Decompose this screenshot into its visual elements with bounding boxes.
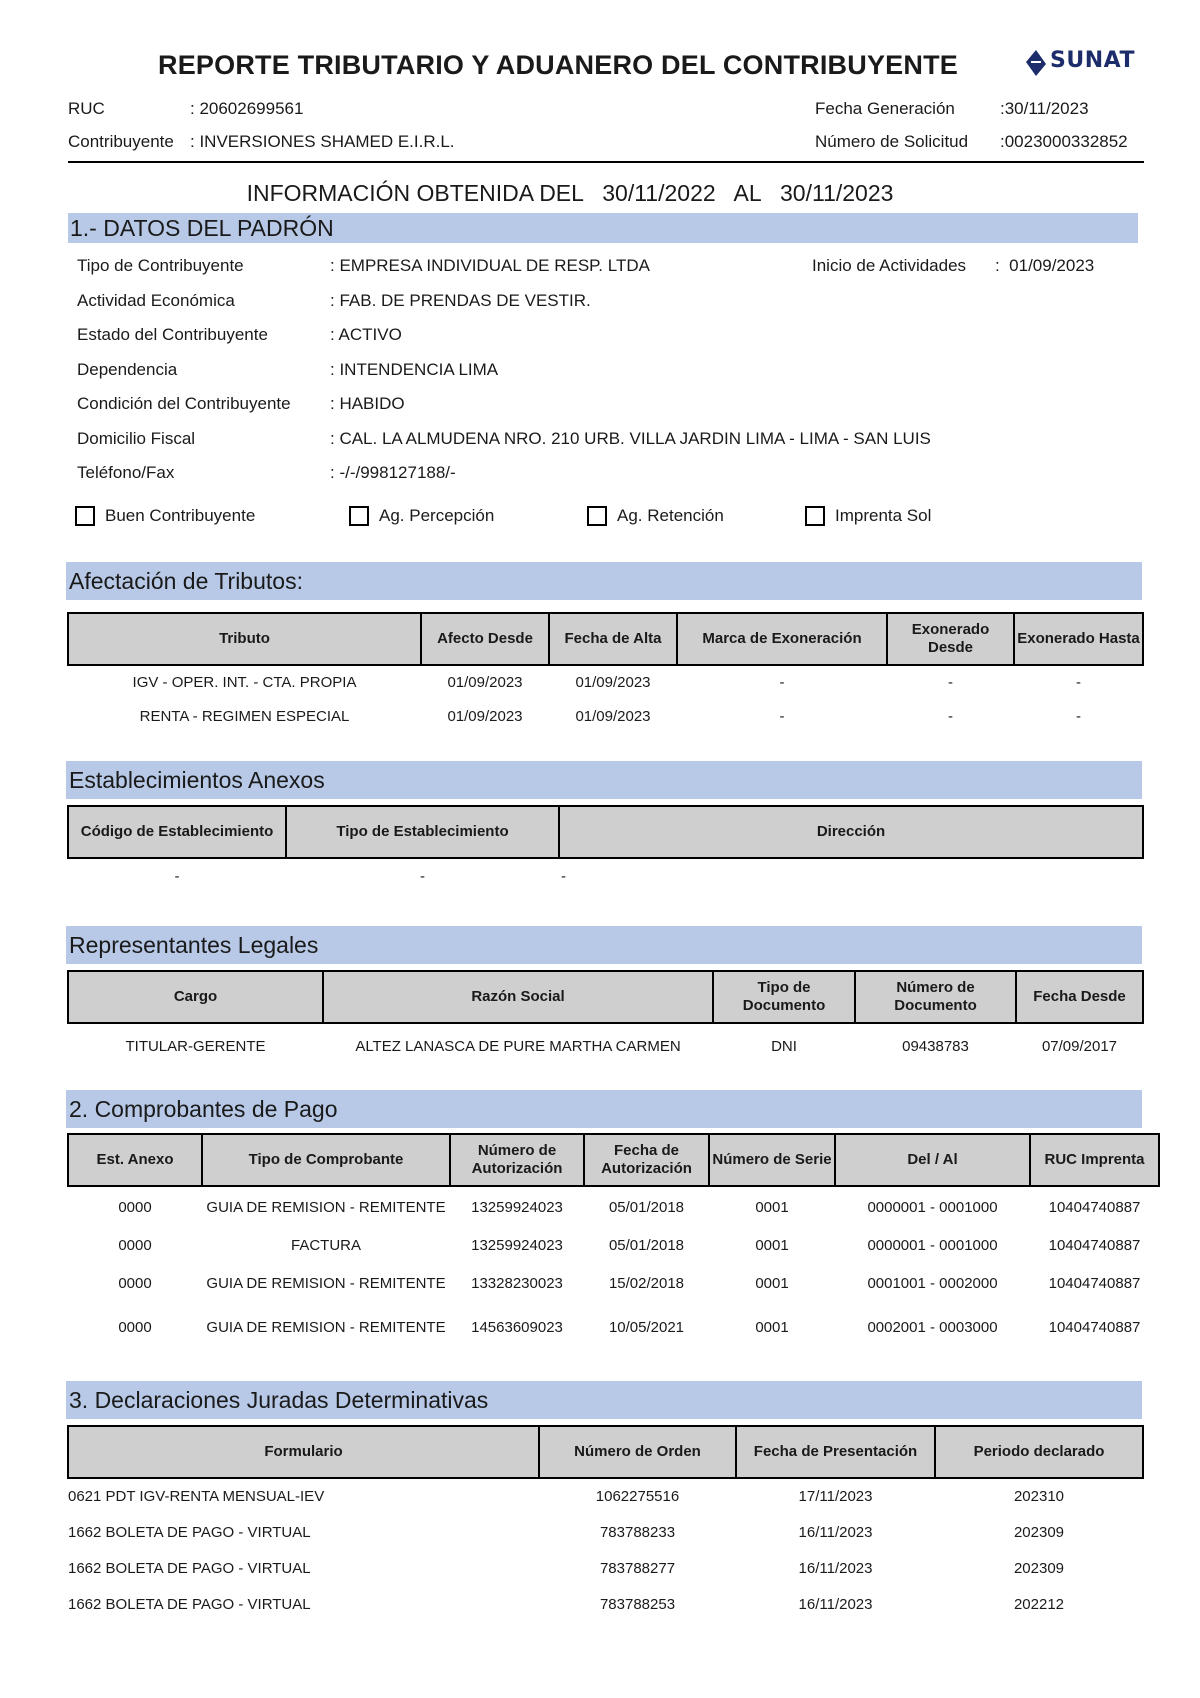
column-header: Est. Anexo: [68, 1134, 202, 1186]
table-cell: 01/09/2023: [447, 708, 523, 725]
table-cell: -: [779, 708, 785, 725]
representantes-table: [67, 970, 1144, 1070]
table-cell: 14563609023: [471, 1319, 563, 1336]
padron-field-value: : HABIDO: [330, 394, 405, 413]
column-header: Razón Social: [323, 971, 713, 1023]
padron-field-label: Tipo de Contribuyente: [77, 256, 244, 275]
checkbox-label: Ag. Percepción: [379, 506, 495, 525]
padron-field-label: Condición del Contribuyente: [77, 394, 291, 413]
table-cell: 0002001 - 0003000: [867, 1319, 998, 1336]
padron-field-value: : -/-/998127188/-: [330, 463, 456, 482]
table-row: [68, 1305, 1159, 1351]
table-cell: 202310: [1013, 1488, 1065, 1505]
table-row: [68, 1551, 1143, 1587]
table-cell: GUIA DE REMISION - REMITENTE: [206, 1275, 446, 1292]
comprobantes-table: [67, 1133, 1160, 1351]
table-row: [68, 858, 1143, 895]
column-header: Número de Documento: [855, 971, 1016, 1023]
table-cell: 13259924023: [471, 1199, 563, 1216]
column-header: Exonerado Desde: [887, 613, 1014, 665]
contribuyente-label: Contribuyente: [68, 132, 174, 151]
ruc-value: : 20602699561: [190, 99, 304, 118]
column-header: Número de Serie: [709, 1134, 835, 1186]
table-cell: -: [948, 708, 953, 725]
inicio-actividades-label: Inicio de Actividades: [812, 256, 967, 275]
table-cell: -: [1076, 674, 1081, 691]
padron-field-label: Estado del Contribuyente: [77, 325, 268, 344]
numero-solicitud-value: :0023000332852: [1000, 132, 1128, 151]
table-cell: 16/11/2023: [798, 1596, 873, 1613]
table-cell: 783788233: [599, 1524, 676, 1541]
table-row: [68, 665, 1143, 700]
column-header: RUC Imprenta: [1030, 1134, 1159, 1186]
table-cell: 07/09/2017: [1041, 1038, 1118, 1055]
anexos-table: [67, 805, 1144, 895]
column-header: Fecha de Presentación: [736, 1426, 935, 1478]
padron-field-label: Domicilio Fiscal: [77, 428, 196, 448]
table-row: [68, 1515, 1143, 1551]
table-cell: -: [1076, 708, 1081, 725]
table-cell: RENTA - REGIMEN ESPECIAL: [139, 708, 350, 725]
table-row: [68, 1263, 1159, 1305]
padron-field-value: : INTENDENCIA LIMA: [330, 359, 499, 379]
table-cell: 0001: [755, 1199, 789, 1216]
table-cell: 783788253: [599, 1596, 676, 1613]
section-declaraciones: 3. Declaraciones Juradas Determinativas: [66, 1381, 1142, 1419]
logo-text: SUNAT: [1050, 48, 1135, 73]
checkbox-label: Imprenta Sol: [835, 506, 932, 525]
section-comprobantes: 2. Comprobantes de Pago: [66, 1090, 1142, 1128]
ruc-label: RUC: [68, 99, 105, 118]
report-title: REPORTE TRIBUTARIO Y ADUANERO DEL CONTRIBUYENTE: [158, 50, 958, 80]
table-cell: 0001: [755, 1237, 789, 1254]
table-cell: 10404740887: [1048, 1319, 1141, 1336]
table-cell: -: [948, 674, 953, 691]
padron-field-value: : FAB. DE PRENDAS DE VESTIR.: [330, 290, 591, 310]
table-cell: 01/09/2023: [575, 674, 651, 691]
declaraciones-table: [67, 1425, 1144, 1623]
table-cell: 15/02/2018: [608, 1275, 685, 1292]
table-cell: -: [174, 868, 180, 885]
column-header: Fecha Desde: [1016, 971, 1143, 1023]
sunat-logo: [1022, 46, 1142, 80]
column-header: Fecha de Alta: [549, 613, 677, 665]
table-cell: 10/05/2021: [608, 1319, 685, 1336]
column-header: Número de Orden: [539, 1426, 736, 1478]
column-header: Número de Autorización: [450, 1134, 584, 1186]
section-padron: 1.- DATOS DEL PADRÓN: [68, 213, 1138, 243]
table-cell: 10404740887: [1048, 1275, 1141, 1292]
table-cell: 13259924023: [471, 1237, 563, 1254]
table-row: [68, 1229, 1159, 1263]
afectacion-table: [67, 612, 1144, 734]
table-row: [68, 1478, 1143, 1515]
section-afectacion: Afectación de Tributos:: [66, 562, 1142, 600]
section-anexos: Establecimientos Anexos: [66, 761, 1142, 799]
column-header: Marca de Exoneración: [677, 613, 887, 665]
fecha-generacion-value: :30/11/2023: [1000, 99, 1089, 118]
info-period: INFORMACIÓN OBTENIDA DEL 30/11/2022 AL 30/11/2023: [246, 180, 894, 206]
column-header: Dirección: [559, 806, 1143, 858]
column-header: Tipo de Establecimiento: [286, 806, 559, 858]
padron-field-value: : ACTIVO: [330, 325, 402, 344]
table-cell: 0000: [118, 1275, 152, 1292]
table-header-row: [68, 806, 1143, 858]
table-cell: 17/11/2023: [798, 1488, 873, 1505]
header-divider: [68, 161, 1144, 163]
table-header-row: [68, 1426, 1143, 1478]
column-header: Del / Al: [835, 1134, 1030, 1186]
table-cell: -: [779, 674, 785, 691]
table-row: [68, 1186, 1159, 1229]
table-cell: 1062275516: [595, 1488, 680, 1505]
table-cell: 202309: [1013, 1560, 1065, 1577]
checkbox-label: Ag. Retención: [617, 506, 724, 525]
table-cell: 05/01/2018: [608, 1237, 685, 1254]
table-cell: 1662 BOLETA DE PAGO - VIRTUAL: [68, 1560, 311, 1577]
column-header: Fecha de Autorización: [584, 1134, 709, 1186]
table-cell: 0000001 - 0001000: [867, 1199, 998, 1216]
table-cell: TITULAR-GERENTE: [125, 1038, 266, 1055]
table-cell: 202212: [1013, 1596, 1065, 1613]
table-cell: 0001: [755, 1319, 789, 1336]
table-cell: 0000001 - 0001000: [867, 1237, 998, 1254]
checkbox[interactable]: [349, 506, 369, 526]
padron-field-label: Teléfono/Fax: [77, 463, 175, 482]
padron-field-label: Dependencia: [77, 359, 178, 379]
table-cell: 01/09/2023: [447, 674, 523, 691]
column-header: Tributo: [68, 613, 421, 665]
column-header: Formulario: [68, 1426, 539, 1478]
inicio-actividades-value: : 01/09/2023: [995, 256, 1095, 275]
column-header: Periodo declarado: [935, 1426, 1143, 1478]
table-cell: 1662 BOLETA DE PAGO - VIRTUAL: [68, 1524, 311, 1541]
column-header: Afecto Desde: [421, 613, 549, 665]
table-row: [68, 1587, 1143, 1623]
table-cell: 16/11/2023: [798, 1560, 873, 1577]
column-header: Tipo de Comprobante: [202, 1134, 450, 1186]
table-cell: ALTEZ LANASCA DE PURE MARTHA CARMEN: [355, 1038, 681, 1055]
padron-field-label: Actividad Económica: [77, 290, 235, 310]
table-cell: 0001: [755, 1275, 789, 1292]
padron-field-value: : EMPRESA INDIVIDUAL DE RESP. LTDA: [330, 256, 650, 275]
table-cell: -: [420, 868, 425, 885]
table-cell: 05/01/2018: [608, 1199, 685, 1216]
column-header: Tipo de Documento: [713, 971, 855, 1023]
table-cell: 0621 PDT IGV-RENTA MENSUAL-IEV: [68, 1488, 325, 1505]
table-header-row: [68, 613, 1143, 665]
table-cell: FACTURA: [290, 1237, 361, 1254]
table-cell: 13328230023: [471, 1275, 563, 1292]
table-cell: 0001001 - 0002000: [867, 1275, 998, 1292]
table-cell: 202309: [1013, 1524, 1065, 1541]
table-row: [68, 700, 1143, 734]
table-cell: 1662 BOLETA DE PAGO - VIRTUAL: [68, 1596, 311, 1613]
table-header-row: [68, 1134, 1159, 1186]
checkbox[interactable]: [587, 506, 607, 526]
table-row: [68, 1023, 1143, 1070]
table-cell: 783788277: [599, 1560, 676, 1577]
fecha-generacion-label: Fecha Generación: [815, 99, 955, 118]
table-cell: -: [561, 868, 566, 885]
contribuyente-value: : INVERSIONES SHAMED E.I.R.L.: [190, 132, 455, 151]
table-cell: 01/09/2023: [575, 708, 651, 725]
padron-field-value: : CAL. LA ALMUDENA NRO. 210 URB. VILLA JARDIN LIMA - LIMA - SAN LUIS: [330, 428, 931, 448]
table-cell: 0000: [118, 1319, 152, 1336]
column-header: Exonerado Hasta: [1014, 613, 1143, 665]
table-cell: GUIA DE REMISION - REMITENTE: [206, 1319, 446, 1336]
table-cell: 0000: [118, 1237, 152, 1254]
checkbox[interactable]: [805, 506, 825, 526]
table-cell: GUIA DE REMISION - REMITENTE: [206, 1199, 446, 1216]
table-header-row: [68, 971, 1143, 1023]
table-cell: 10404740887: [1048, 1237, 1141, 1254]
table-cell: 0000: [118, 1199, 152, 1216]
numero-solicitud-label: Número de Solicitud: [815, 132, 969, 151]
table-cell: DNI: [771, 1038, 797, 1055]
checkbox-label: Buen Contribuyente: [105, 506, 256, 525]
checkbox[interactable]: [75, 506, 95, 526]
column-header: Código de Establecimiento: [68, 806, 286, 858]
table-cell: 09438783: [902, 1038, 969, 1055]
table-cell: 10404740887: [1048, 1199, 1141, 1216]
section-representantes: Representantes Legales: [66, 926, 1142, 964]
sunat-logo-icon: [1022, 48, 1050, 78]
table-cell: 16/11/2023: [798, 1524, 873, 1541]
column-header: Cargo: [68, 971, 323, 1023]
table-cell: IGV - OPER. INT. - CTA. PROPIA: [132, 674, 357, 691]
